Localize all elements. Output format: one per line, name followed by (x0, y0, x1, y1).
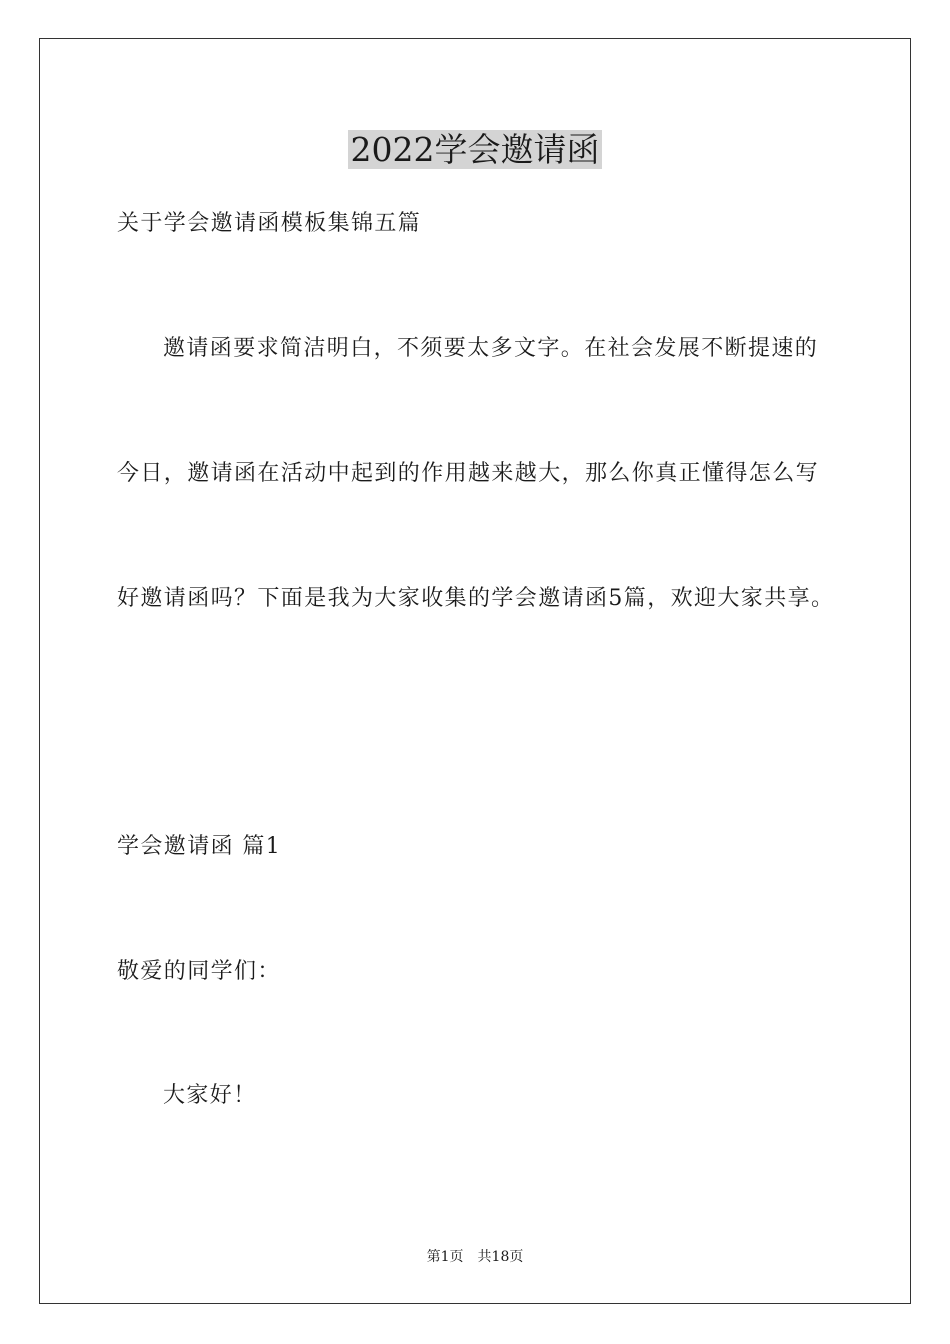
intro-line-2: 今日，邀请函在活动中起到的作用越来越大，那么你真正懂得怎么写 (117, 461, 820, 486)
document-title-text: 2022学会邀请函 (348, 130, 603, 169)
document-subtitle: 关于学会邀请函模板集锦五篇 (117, 211, 422, 236)
intro-line-3: 好邀请函吗？下面是我为大家收集的学会邀请函5篇，欢迎大家共享。 (117, 586, 835, 611)
intro-line-1: 邀请函要求简洁明白，不须要太多文字。在社会发展不断提速的 (163, 336, 819, 361)
document-title (0, 128, 950, 172)
section-heading: 学会邀请函 篇1 (117, 834, 282, 859)
salutation: 敬爱的同学们： (117, 959, 281, 984)
page-number-current: 第1页 (426, 1249, 464, 1265)
greeting: 大家好！ (163, 1083, 257, 1108)
page-footer (0, 1247, 950, 1267)
page-number-total: 共18页 (477, 1249, 524, 1265)
